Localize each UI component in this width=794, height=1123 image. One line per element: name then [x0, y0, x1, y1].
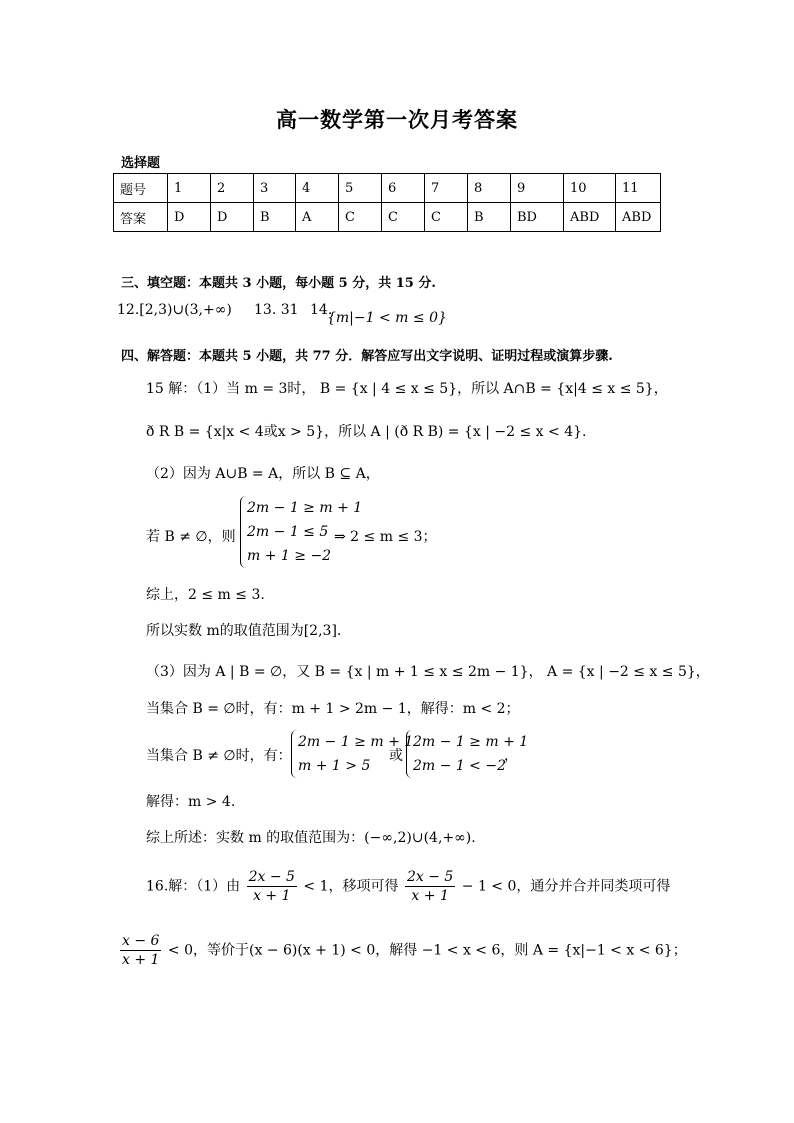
- answer-14: {m|−1 < m ≤ 0}: [327, 310, 447, 326]
- table-cell: ABD: [564, 203, 616, 232]
- q16-text-a: 16.解：（1）由: [146, 878, 241, 895]
- table-cell: ABD: [616, 203, 661, 232]
- table-cell: 6: [382, 174, 425, 203]
- system-row: 2m − 1 < −2: [413, 758, 506, 774]
- q16-line-2: [118, 932, 687, 969]
- q16-text-c: − 1 < 0，通分并合并同类项可得: [461, 878, 671, 895]
- system-row: 2m − 1 ≥ m + 1: [298, 734, 414, 750]
- q15-or: 或: [389, 748, 403, 764]
- table-cell: 10: [564, 174, 616, 203]
- system-row: m + 1 ≥ −2: [247, 548, 332, 564]
- table-cell: C: [425, 203, 468, 232]
- q16-text-d: < 0，等价于(x − 6)(x + 1) < 0，解得 −1 < x < 6，则 A = {x|−1 < x < 6}；: [167, 942, 687, 959]
- answer-13: 13. 31: [254, 302, 299, 318]
- fraction: [405, 868, 455, 905]
- table-row-numbers: [114, 174, 661, 203]
- q15-line-6: 所以实数 m的取值范围为[2,3].: [146, 623, 342, 639]
- system-row: 2m − 1 ≥ m + 1: [413, 734, 529, 750]
- table-cell: B: [254, 203, 296, 232]
- table-row-answers: [114, 203, 661, 232]
- table-cell: C: [382, 203, 425, 232]
- fraction-denominator: x + 1: [122, 952, 160, 968]
- table-cell: BD: [511, 203, 564, 232]
- q16-text-b: < 1，移项可得: [303, 878, 399, 895]
- table-cell: C: [339, 203, 382, 232]
- choice-section-label: 选择题: [121, 156, 161, 171]
- answer-table: [113, 173, 661, 232]
- table-cell: 3: [254, 174, 296, 203]
- table-cell: 11: [616, 174, 661, 203]
- q15-line-4b: ⇒ 2 ≤ m ≤ 3；: [334, 529, 437, 545]
- table-cell: D: [168, 203, 211, 232]
- solve-section-header: 四、解答题：本题共 5 小题，共 77 分．解答应写出文字说明、证明过程或演算步骤.: [121, 349, 613, 364]
- table-cell: 7: [425, 174, 468, 203]
- table-cell: 题号: [114, 174, 168, 203]
- table-cell: B: [468, 203, 511, 232]
- page-title: 高一数学第一次月考答案: [276, 107, 518, 132]
- fraction: [247, 868, 297, 905]
- table-cell: D: [211, 203, 254, 232]
- table-cell: 4: [296, 174, 339, 203]
- q15-line-1: 15 解：（1）当 m = 3时， B = {x | 4 ≤ x ≤ 5}，所以 A∩B = {x|4 ≤ x ≤ 5}，: [146, 381, 668, 397]
- fraction: [120, 932, 161, 969]
- q15-line-9a: 当集合 B ≠ ∅时，有：: [146, 748, 292, 764]
- q15-line-10: 解得：m > 4.: [146, 794, 236, 810]
- table-cell: 5: [339, 174, 382, 203]
- fraction-numerator: x − 6: [122, 933, 160, 949]
- fraction-denominator: x + 1: [411, 888, 449, 904]
- answer-14-label: 14.: [310, 302, 333, 318]
- answer-12: 12.[2,3)∪(3,+∞): [117, 302, 232, 318]
- fraction-denominator: x + 1: [253, 888, 291, 904]
- q15-line-9b: ，: [504, 748, 518, 764]
- q15-line-5: 综上，2 ≤ m ≤ 3.: [146, 587, 265, 603]
- table-cell: 8: [468, 174, 511, 203]
- q15-line-3: （2）因为 A∪B = A，所以 B ⊆ A，: [146, 466, 380, 482]
- fraction-numerator: 2x − 5: [248, 869, 295, 885]
- q15-line-8: 当集合 B = ∅时，有：m + 1 > 2m − 1，解得：m < 2；: [146, 701, 520, 717]
- table-cell: 2: [211, 174, 254, 203]
- fraction-numerator: 2x − 5: [406, 869, 454, 885]
- table-cell: 9: [511, 174, 564, 203]
- q15-line-7: （3）因为 A | B = ∅，又 B = {x | m + 1 ≤ x ≤ 2m − 1}， A = {x | −2 ≤ x ≤ 5}，: [146, 664, 710, 680]
- table-cell: 答案: [114, 203, 168, 232]
- table-cell: A: [296, 203, 339, 232]
- system-row: 2m − 1 ≥ m + 1: [247, 500, 363, 516]
- q16-line-1: [146, 868, 670, 905]
- table-cell: 1: [168, 174, 211, 203]
- q15-line-4a: 若 B ≠ ∅，则: [146, 529, 236, 545]
- fill-section-header: 三、填空题：本题共 3 小题，每小题 5 分，共 15 分.: [121, 276, 436, 291]
- system-row: m + 1 > 5: [298, 758, 371, 774]
- q15-line-2: ð R B = {x|x < 4或x > 5}，所以 A | (ð R B) = {x | −2 ≤ x < 4}.: [146, 424, 587, 440]
- q15-line-11: 综上所述：实数 m 的取值范围为：(−∞,2)∪(4,+∞).: [146, 830, 476, 846]
- system-row: 2m − 1 ≤ 5: [247, 524, 329, 540]
